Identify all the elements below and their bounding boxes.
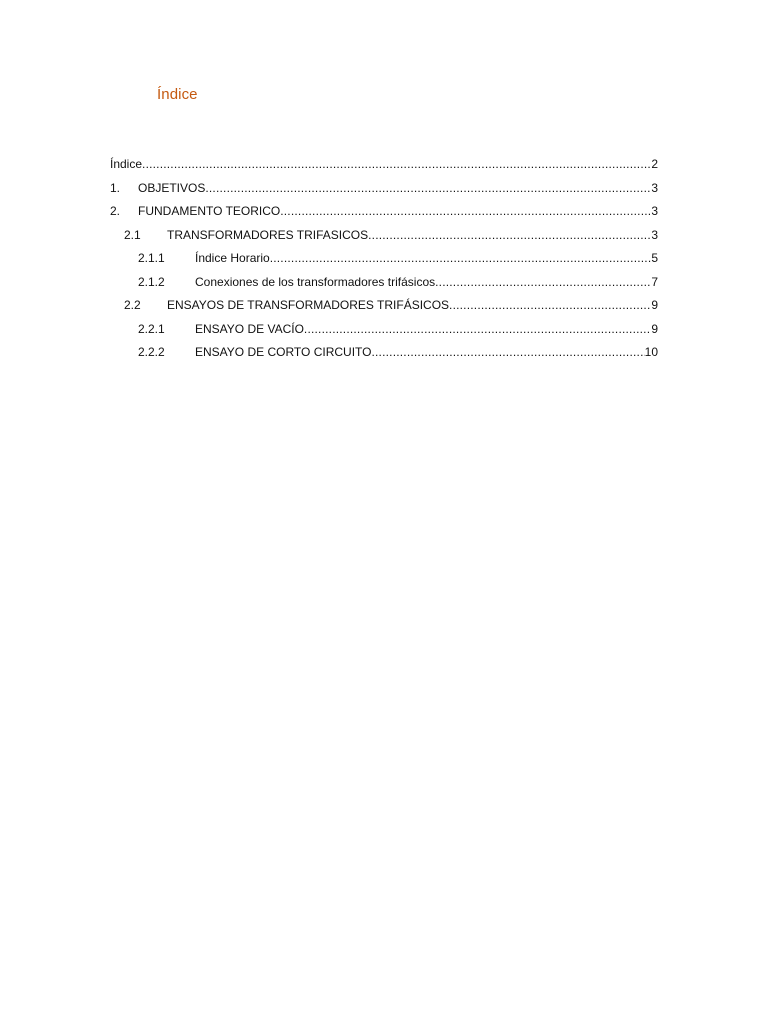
toc-entry-page: 7 xyxy=(651,274,658,289)
table-of-contents xyxy=(110,154,658,366)
toc-entry[interactable] xyxy=(110,201,658,225)
toc-entry-page: 5 xyxy=(651,251,658,265)
toc-entry-title: Índice xyxy=(110,157,143,171)
toc-entry-number: 2.1.1 xyxy=(138,251,165,265)
toc-entry-title: Conexiones de los transformadores trifásicos xyxy=(195,274,436,289)
toc-entry[interactable] xyxy=(110,272,658,296)
toc-entry-title: ENSAYO DE VACÍO xyxy=(195,321,304,336)
toc-entry-number: 1. xyxy=(110,180,121,195)
toc-dot-leader xyxy=(449,295,651,315)
toc-entry-page: 2 xyxy=(651,157,658,171)
toc-entry-title: ENSAYO DE CORTO CIRCUITO xyxy=(195,345,372,359)
toc-entry[interactable] xyxy=(110,178,658,202)
toc-dot-leader xyxy=(205,178,651,198)
toc-entry[interactable] xyxy=(110,225,658,249)
toc-entry-page: 3 xyxy=(651,180,658,195)
toc-entry-number: 2.1 xyxy=(124,227,141,242)
toc-dot-leader xyxy=(270,248,652,268)
toc-entry-page: 3 xyxy=(651,204,658,218)
toc-entry-title: FUNDAMENTO TEORICO xyxy=(138,204,281,218)
toc-entry[interactable] xyxy=(110,154,658,178)
toc-entry-number: 2.2.1 xyxy=(138,321,165,336)
toc-entry-number: 2. xyxy=(110,204,121,218)
toc-entry-number: 2.2.2 xyxy=(138,345,165,359)
toc-entry-title: OBJETIVOS xyxy=(138,180,206,195)
toc-entry[interactable] xyxy=(110,342,658,366)
toc-entry[interactable] xyxy=(110,248,658,272)
toc-entry-page: 9 xyxy=(651,298,658,312)
toc-entry[interactable] xyxy=(110,319,658,343)
toc-entry-page: 3 xyxy=(651,227,658,242)
toc-dot-leader xyxy=(371,342,644,362)
toc-dot-leader xyxy=(304,319,651,339)
toc-dot-leader xyxy=(142,154,651,174)
toc-dot-leader xyxy=(435,272,651,292)
toc-entry-number: 2.1.2 xyxy=(138,274,165,289)
toc-dot-leader xyxy=(280,201,651,221)
toc-entry-number: 2.2 xyxy=(124,298,141,312)
toc-entry-page: 9 xyxy=(651,321,658,336)
toc-entry-title: ENSAYOS DE TRANSFORMADORES TRIFÁSICOS xyxy=(167,298,450,312)
toc-entry-title: Índice Horario xyxy=(195,251,270,265)
toc-entry[interactable] xyxy=(110,295,658,319)
toc-dot-leader xyxy=(368,225,651,245)
toc-entry-title: TRANSFORMADORES TRIFASICOS xyxy=(167,227,369,242)
toc-entry-page: 10 xyxy=(644,345,658,359)
toc-heading: Índice xyxy=(157,86,198,103)
